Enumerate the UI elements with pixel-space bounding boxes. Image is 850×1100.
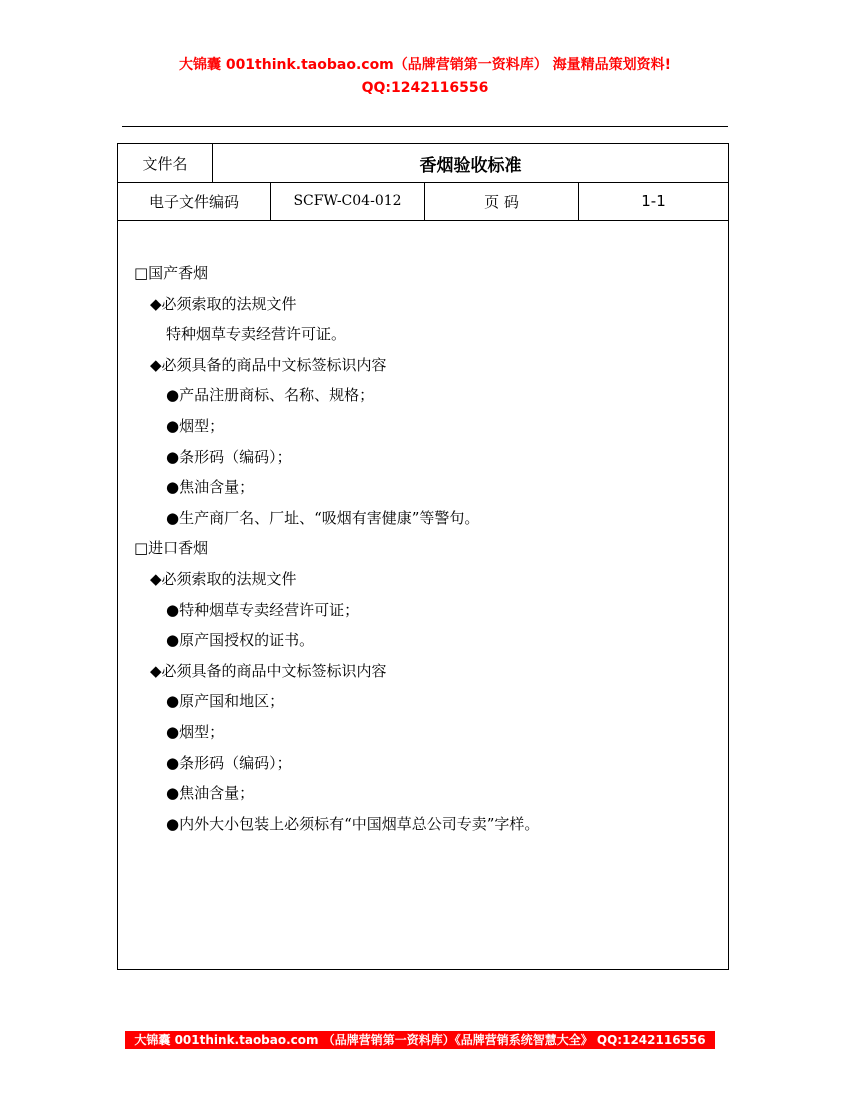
file-name-label: 文件名: [118, 144, 213, 182]
document-table: [117, 143, 729, 970]
footer-banner: 大锦囊 001think.taobao.com （品牌营销第一资料库）《品牌营销系统智慧大全》 QQ:1242116556: [125, 1031, 715, 1049]
code-value: SCFW-C04-012: [271, 182, 425, 220]
list-item: ●原产国授权的证书。: [166, 631, 315, 650]
list-item: ●产品注册商标、名称、规格；: [166, 386, 375, 405]
header-qq-line: QQ:1242116556: [361, 80, 489, 96]
group-title: ◆必须索取的法规文件: [150, 569, 297, 588]
section-heading: □进口香烟: [134, 539, 209, 558]
list-item: ●焦油含量；: [166, 478, 255, 497]
header-promo-line: 大锦囊 001think.taobao.com（品牌营销第一资料库） 海量精品策划资料!: [178, 57, 672, 73]
list-item: ●烟型；: [166, 416, 225, 435]
title-row: [118, 144, 728, 183]
code-row: [118, 182, 728, 221]
list-item: ●内外大小包装上必须标有“中国烟草总公司专卖”字样。: [166, 814, 540, 833]
list-item: ●焦油含量；: [166, 784, 255, 803]
document-body: [118, 258, 728, 839]
list-item: ●条形码（编码）；: [166, 447, 292, 466]
group-title: ◆必须具备的商品中文标签标识内容: [150, 661, 387, 680]
group-title: ◆必须具备的商品中文标签标识内容: [150, 355, 387, 374]
section-heading: □国产香烟: [134, 264, 209, 282]
document-title: 香烟验收标准: [419, 155, 522, 176]
header-divider: [122, 126, 728, 127]
group-title: ◆必须索取的法规文件: [150, 294, 297, 313]
page-label: 页 码: [425, 182, 579, 220]
list-item: ●特种烟草专卖经营许可证；: [166, 600, 360, 619]
list-item: ●生产商厂名、厂址、“吸烟有害健康”等警句。: [166, 508, 480, 527]
list-item: ●原产国和地区；: [166, 692, 285, 711]
code-label: 电子文件编码: [118, 182, 271, 220]
page-value: 1-1: [641, 192, 666, 210]
list-item: ●烟型；: [166, 722, 225, 741]
list-item: ●条形码（编码）；: [166, 753, 292, 772]
list-item: 特种烟草专卖经营许可证。: [166, 325, 347, 344]
